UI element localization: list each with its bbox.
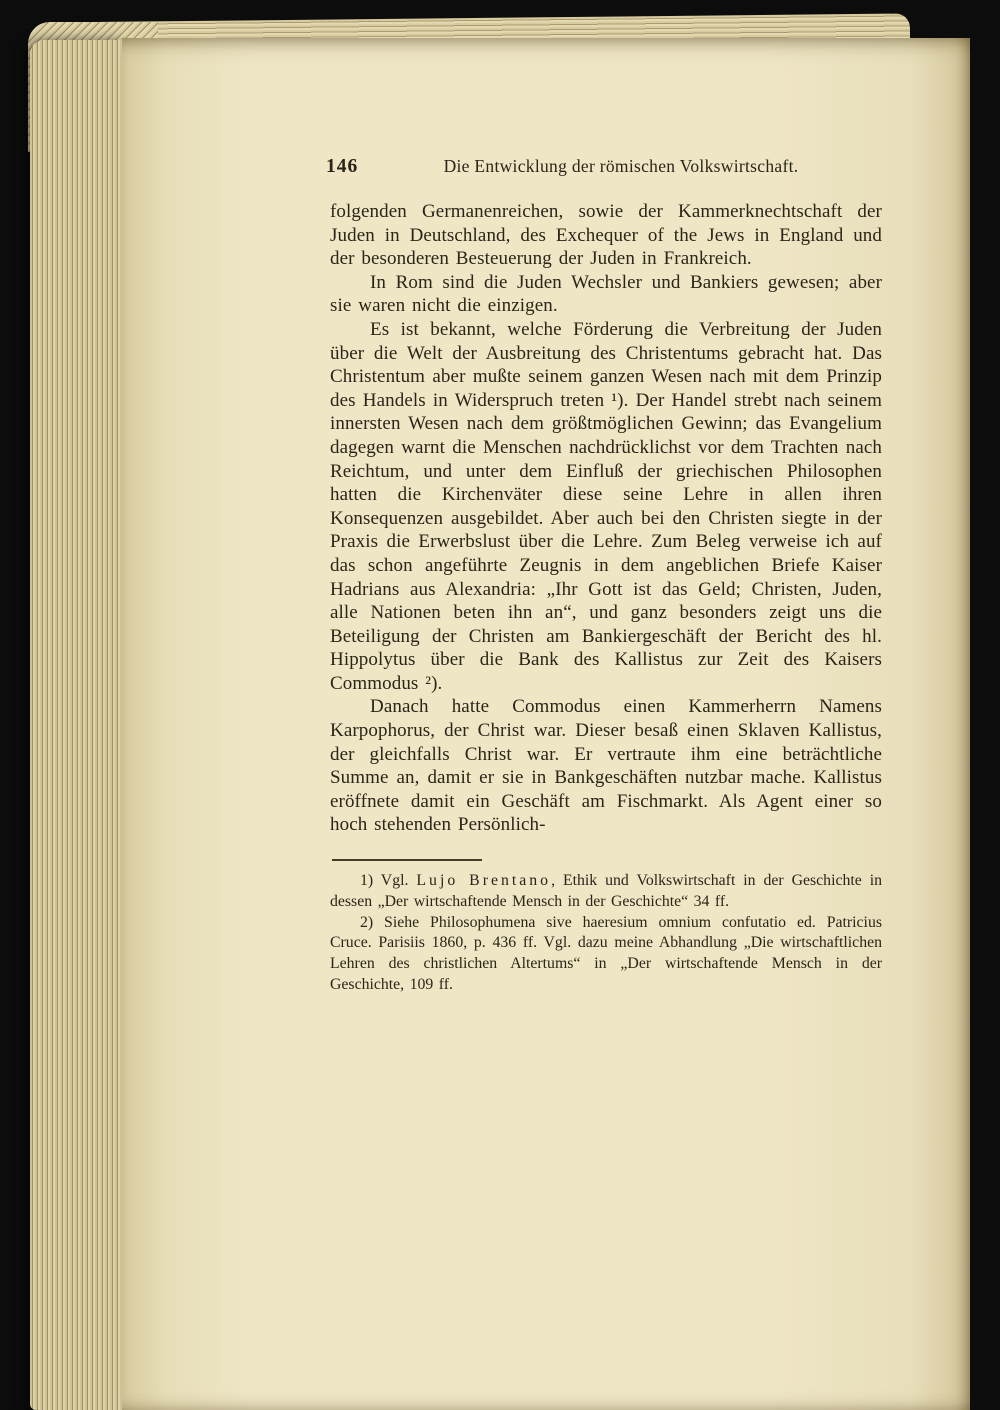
paragraph-1: folgenden Germanenreichen, sowie der Kammerknechtschaft der Juden in Deutschland, des Exchequer of the Jews in England und der besonderen Besteuerung der Juden in Frankreich. — [330, 201, 882, 270]
paragraph-2: In Rom sind die Juden Wechsler und Bankiers gewesen; aber sie waren nicht die einzigen. — [330, 271, 882, 317]
book-page — [122, 38, 970, 1410]
page-header — [326, 156, 882, 182]
page-text-block — [326, 156, 882, 996]
footnote-1-author: Lujo Brentano — [416, 872, 552, 890]
footnote-1-prefix: 1) Vgl. — [360, 872, 417, 890]
paragraph-3: Es ist bekannt, welche Förderung die Verbreitung der Juden über die Welt der Ausbreitung des Christentums gebracht hat. Das Christentum aber mußte seinem ganzen Wesen nach mit dem Prinzip des Handels in Widerspruch treten ¹). Der Handel strebt nach seinem innersten Wesen nach dem größtmöglichen Gewinn; das Evangelium dagegen warnt die Menschen nachdrücklichst vor dem Trachten nach Reichtum, und unter dem Einfluß der griechischen Philosophen hatten die Kirchenväter diese seine Lehre in allen ihren Konsequenzen ausgebildet. Aber auch bei den Christen siegte in der Praxis die Erwerbslust über die Lehre. Zum Beleg verweise ich auf das schon angeführte Zeugnis in dem angeblichen Briefe Kaiser Hadrians aus Alexandria: „Ihr Gott ist das Geld; Christen, Juden, alle Nationen beten ihn an“, und ganz besonders zeigt uns die Beteiligung der Christen am Bankiergeschäft der Bericht des hl. Hippolytus über die Bank des Kallistus zur Zeit des Kaisers Commodus ²). — [330, 318, 882, 694]
footnote-1-rest: , Ethik und Volkswirtschaft in der Geschichte in dessen „Der wirtschaftende Mensch in der Geschichte“ 34 ff. — [330, 872, 882, 910]
running-title: Die Entwicklung der römischen Volkswirtschaft. — [443, 156, 799, 176]
paragraph-4: Danach hatte Commodus einen Kammerherrn Namens Karpophorus, der Christ war. Dieser besaß einen Sklaven Kallistus, der gleichfalls Christ war. Er vertraute ihm eine beträchtliche Summe an, damit er sie in Bankgeschäften nutzbar mache. Kallistus eröffnete damit ein Geschäft am Fischmarkt. Als Agent einer so hoch stehenden Persönlich- — [330, 696, 882, 836]
page-stack-left-edge — [30, 40, 124, 1410]
footnote-2: 2) Siehe Philosophumena sive haeresium omnium confutatio ed. Patricius Cruce. Parisiis 1860, p. 436 ff. Vgl. dazu meine Abhandlung „Die wirtschaftlichen Lehren des christlichen Altertums“ in „Der wirtschaftende Mensch in der Geschichte, 109 ff. — [330, 913, 882, 994]
page-number: 146 — [326, 156, 359, 177]
footnote-separator — [332, 859, 482, 861]
footnote-1 — [330, 871, 882, 913]
